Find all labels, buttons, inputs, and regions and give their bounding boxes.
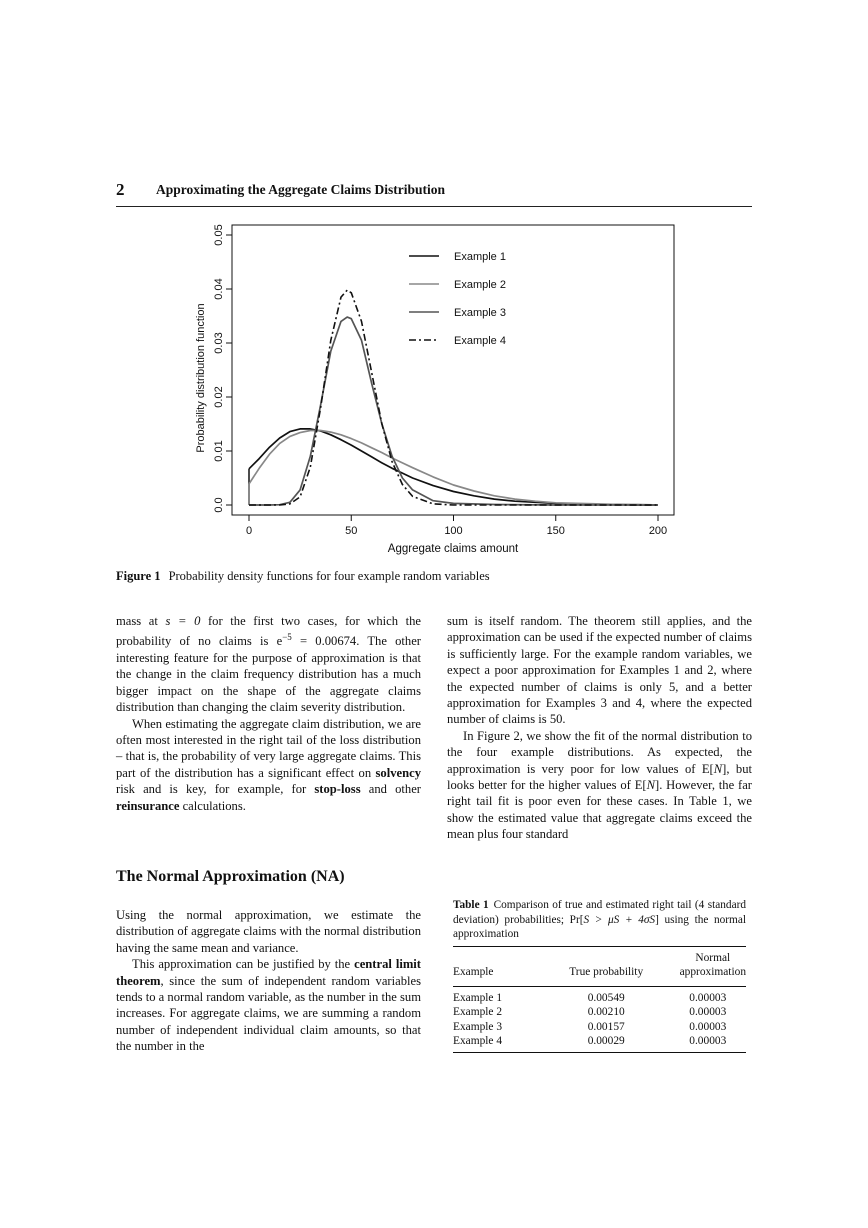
series-lines (249, 290, 658, 505)
running-header (116, 180, 752, 207)
legend-label: Example 2 (454, 279, 506, 291)
running-title: Approximating the Aggregate Claims Distribution (156, 182, 446, 197)
legend-label: Example 1 (454, 251, 506, 263)
table-cell: 0.00029 (587, 1035, 625, 1048)
table-caption: Table 1 Comparison of true and estimated right tail (4 standard deviation) probabilities; Pr[S > μS + 4σS] using the normal approximation (453, 899, 746, 940)
x-tick-label: 150 (546, 525, 565, 537)
table-cell: Example 1 (453, 991, 503, 1004)
table-cell: 0.00210 (587, 1006, 625, 1019)
series-line-2 (249, 431, 658, 506)
table-row (453, 986, 746, 1005)
table-cell: 0.00003 (689, 1020, 727, 1033)
y-tick-label: 0.05 (213, 224, 225, 246)
table-row (453, 1005, 746, 1019)
left-column-section (116, 907, 421, 1055)
table-cell: Example 2 (453, 1006, 503, 1019)
y-tick-label: 0.01 (213, 440, 225, 462)
table-cell: 0.00003 (689, 991, 727, 1004)
y-tick-label: 0.02 (213, 386, 225, 408)
series-line-4 (249, 290, 658, 505)
series-line-1 (249, 429, 658, 505)
bold-term-solvency: solvency (375, 765, 421, 780)
table-cell: 0.00157 (587, 1020, 625, 1033)
table-cell: 0.00003 (689, 1035, 727, 1048)
table-1 (453, 946, 746, 1053)
table-header-cell: Normal approximation (679, 952, 747, 979)
math-superscript: −5 (282, 632, 292, 643)
y-axis-label: Probability distribution function (195, 303, 207, 453)
table-header-cell: Example (453, 966, 494, 979)
table-caption-label: Table 1 (453, 899, 489, 911)
y-tick-label: 0.03 (213, 332, 225, 354)
math-inline: S > μS + 4σS (583, 913, 656, 926)
paragraph: When estimating the aggregate claim distribution, we are often most interested in the right tail of the loss distribution – that is, the probability of very large aggregate claims. This part of the distribution has a significant effect on solvency risk and is key, for example, for stop-loss and other reinsurance calculations. (116, 716, 422, 813)
right-column (447, 613, 752, 843)
left-column-top (116, 613, 421, 814)
y-tick-label: 0.04 (213, 278, 225, 300)
table-cell: Example 4 (453, 1035, 503, 1048)
x-tick-label: 100 (444, 525, 463, 537)
axes (213, 224, 667, 537)
bold-term-reinsurance: reinsurance (116, 798, 180, 813)
table-header-cell: True probability (569, 966, 644, 979)
plot-frame (232, 225, 674, 515)
table-header-row (453, 947, 746, 987)
x-axis-label: Aggregate claims amount (387, 543, 519, 555)
legend-label: Example 3 (454, 307, 506, 319)
x-tick-label: 50 (345, 525, 358, 537)
math-inline: s = 0 (165, 614, 201, 628)
legend-label: Example 4 (454, 335, 506, 347)
bold-term-stop-loss: stop-loss (314, 782, 361, 797)
x-tick-label: 200 (648, 525, 668, 537)
table-row (453, 1034, 746, 1053)
paragraph: This approximation can be justified by the central limit theorem, since the sum of independent random variables tends to a normal random variable, as the number in the sum increases. For aggregate claims, we are summing a random number of independent individual claim amounts, so that the number in the (116, 957, 422, 1054)
legend (409, 251, 506, 347)
paragraph: Using the normal approximation, we estimate the distribution of aggregate claims with the normal distribution having the same mean and variance. (116, 908, 421, 955)
x-tick-label: 0 (245, 525, 253, 537)
page-number: 2 (116, 180, 125, 199)
y-tick-label: 0.0 (213, 497, 225, 513)
bold-term-clt: central limit theorem (116, 957, 422, 988)
table-cell: 0.00549 (587, 991, 625, 1004)
paragraph: sum is itself random. The theorem still applies, and the approximation can be used if the expected number of claims is sufficiently large. For the example random variables, we expect a poor approximation for Examples 1 and 2, where the expected number of claims is only 5, and a better approximation for Examples 3 and 4, where the expected number of claims is 50. (447, 614, 752, 727)
paragraph: mass at s = 0 for the first two cases, for which the probability of no claims is $e^{-5} = 0.00674$. The other interesting feature for the purpose of approximation is that the change in the claim frequency distribution has a much bigger impact on the shape of the aggregate claims distribution than changing the claim severity distribution. (116, 614, 421, 715)
paragraph: In Figure 2, we show the fit of the normal distribution to the four example distributions. As expected, the approximation is very poor for low values of E[N], but looks better for the higher values of E[N]. However, the far right tail fit is poor even for these cases. In Table 1, we show the estimated value that aggregate claims exceed the mean plus four standard (447, 728, 753, 842)
table-row (453, 1020, 746, 1034)
section-heading: The Normal Approximation (NA) (116, 868, 345, 885)
table-cell: 0.00003 (689, 1006, 727, 1019)
figure-caption-text: Probability density functions for four example random variables (168, 569, 490, 583)
figure-caption-label: Figure 1 (116, 569, 161, 583)
table-cell: Example 3 (453, 1020, 503, 1033)
figure-caption (116, 569, 490, 584)
figure-1-chart (180, 218, 690, 563)
